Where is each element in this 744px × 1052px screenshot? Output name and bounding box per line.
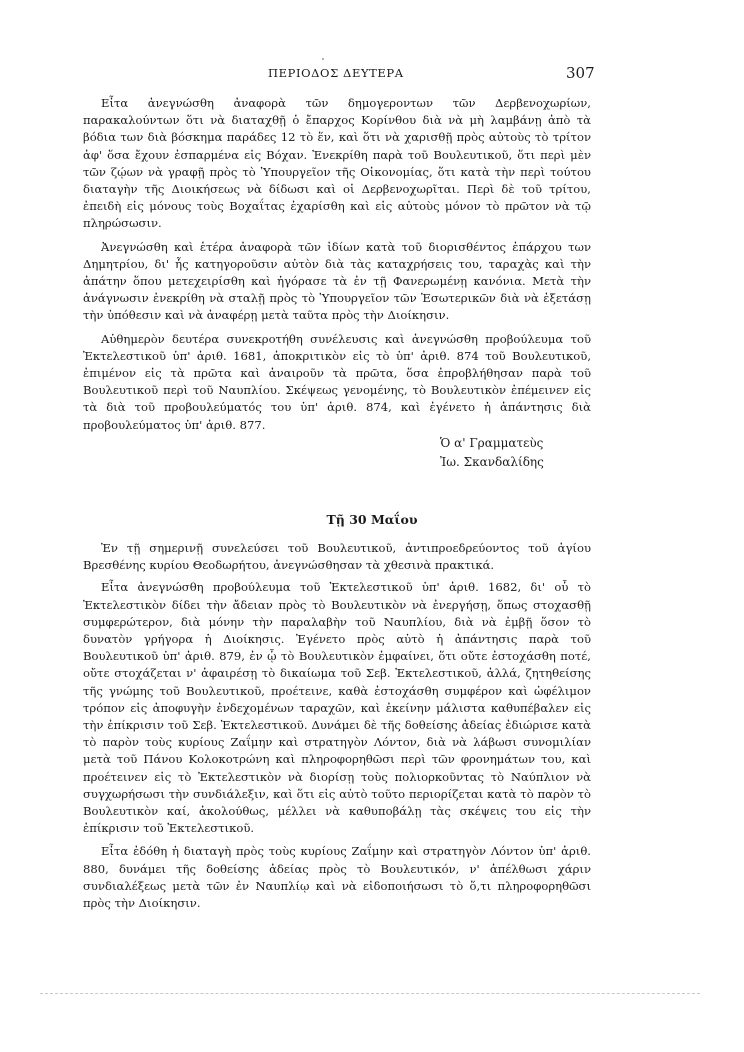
scan-speck: [322, 58, 324, 60]
running-title: ΠΕΡΙΟΔΟΣ ΔΕΥΤΕΡΑ: [268, 66, 404, 80]
paragraph: Εἶτα ἐδόθη ἡ διαταγὴ πρὸς τοὺς κυρίους Ζαΐμην καὶ στρατηγὸν Λόντον ὑπ' ἀριθ. 880, δυνάμει τῆς δοθείσης ἀδείας πρὸς τὸ Βουλευτικόν, ν' ἀπέλθωσι χάριν συνδιαλέξεως μετὰ τῶν ἐν Ναυπλίῳ καὶ νὰ εἰδοποιήσωσι τὸ ὅ,τι πληροφορηθῶσι πρὸς τὴν Διοίκησιν.: [83, 844, 591, 911]
page-header: [0, 64, 744, 84]
paragraph: Αὐθημερὸν δευτέρα συνεκροτήθη συνέλευσις καὶ ἀνεγνώσθη προβούλευμα τοῦ Ἐκτελεστικοῦ ὑπ' ἀριθ. 1681, ἀποκριτικὸν εἰς τὸ ὑπ' ἀριθ. 874 τοῦ Βουλευτικοῦ, ἐπιμένον εἰς τὰ πρῶτα καὶ ἀναιροῦν τὰ πρῶτα, ὅσα ἐπροβλήθησαν παρὰ τοῦ Βουλευτικοῦ περὶ τοῦ Ναυπλίου. Σκέψεως γενομένης, τὸ Βουλευτικὸν ἐπέμεινεν εἰς τὰ διὰ τοῦ προβουλεύματός του ὑπ' ἀριθ. 874, καὶ ἐγένετο ἡ ἀπάντησις διὰ προβουλεύματος ὑπ' ἀριθ. 877.: [83, 331, 591, 432]
paragraph: Εἶτα ἀνεγνώσθη ἀναφορὰ τῶν δημογεροντων τῶν Δερβενοχωρίων, παρακαλούντων ὅτι νὰ διαταχθῇ ὁ ἔπαρχος Κορίνθου διὰ νὰ μὴ λαμβάνῃ ἀπὸ τὰ βόδια των διὰ βόσκημα παράδες 12 τὸ ἕν, καὶ ὅτι νὰ χαρισθῇ πρὸς αὐτοὺς τὸ τρίτον ἀφ' ὅσα ἔχουν ἐσπαρμένα εἰς Βόχαν. Ἐνεκρίθη παρὰ τοῦ Βουλευτικοῦ, ὅτι περὶ μὲν τῶν ζῴων νὰ γραφῇ πρὸς τὸ Ὑπουργεῖον τῆς Οἰκονομίας, ὅτι κατὰ τὴν περὶ τούτου διαταγὴν τῆς Διοικήσεως νὰ δίδωσι καὶ οἱ Δερβενοχωρῖται. Περὶ δὲ τοῦ τρίτου, ἐπειδὴ εἰς μόνους τοὺς Βοχαΐτας ἐχαρίσθη καὶ εἰς αὐτοὺς μόνον τὸ πρῶτον νὰ τῷ πληρώσωσιν.: [83, 96, 591, 231]
page-number: 307: [566, 64, 595, 82]
signature-name: Ἰω. Σκανδαλίδης: [440, 455, 544, 469]
scan-edge-rule: [40, 993, 700, 994]
paragraph: Ἐν τῇ σημερινῇ συνελεύσει τοῦ Βουλευτικοῦ, ἀντιπροεδρεύοντος τοῦ ἁγίου Βρεσθένης κυρίου Θεοδωρήτου, ἀνεγνώσθησαν τὰ χθεσινὰ πρακτικά.: [83, 541, 591, 573]
signature-block: [440, 434, 544, 472]
paragraph: Εἶτα ἀνεγνώσθη προβούλευμα τοῦ Ἐκτελεστικοῦ ὑπ' ἀριθ. 1682, δι' οὗ τὸ Ἐκτελεστικὸν δίδει τὴν ἄδειαν πρὸς τὸ Βουλευτικὸν νὰ ἐνεργήσῃ, ὅπως στοχασθῇ συμφερώτερον, διὰ μόνην τὴν παραλαβὴν τοῦ Ναυπλίου, διὰ νὰ ἐμβῇ ὅσον τὸ δυνατὸν γρήγορα ἡ Διοίκησις. Ἐγένετο πρὸς αὐτὸ ἡ ἀπάντησις παρὰ τοῦ Βουλευτικοῦ ὑπ' ἀριθ. 879, ἐν ᾧ τὸ Βουλευτικὸν ἐμφαίνει, ὅτι οὔτε ἐστοχάσθη ποτέ, οὔτε στοχάζεται ν' ἀφαιρέσῃ τὸ δικαίωμα τοῦ Σεβ. Ἐκτελεστικοῦ, ἀλλά, ζητηθείσης τῆς γνώμης τοῦ Βουλευτικοῦ, προέτεινε, καθὰ ἐστοχάσθη συμφέρον καὶ ὠφέλιμον τρόπον εἰς ἀποφυγὴν ἐνδεχομένων ταραχῶν, καὶ ἐκείνην μάλιστα καθυπέβαλεν εἰς τὴν ἐπίκρισιν τοῦ Σεβ. Ἐκτελεστικοῦ. Δυνάμει δὲ τῆς δοθείσης ἀδείας ἐδιώρισε κατὰ τὸ παρὸν τοὺς κυρίους Ζαΐμην καὶ στρατηγὸν Λόντον, διὰ νὰ λάβωσι συνομιλίαν μετὰ τοῦ Πάνου Κολοκοτρώνη καὶ πληροφορηθῶσι περὶ τῶν φρονημάτων του, καὶ προέτεινεν εἰς τὸ Ἐκτελεστικὸν νὰ διορίσῃ τοὺς πολιορκοῦντας τὸ Ναύπλιον νὰ συγχωρήσωσι τὴν συνδιάλεξιν, καὶ ὅτι εἰς αὐτὸ τοῦτο περιορίζεται κατὰ τὸ παρὸν τὸ Βουλευτικὸν καί, ἀκολούθως, μέλλει νὰ καθυποβάλῃ τὰς σκέψεις του εἰς τὴν ἐπίκρισιν τοῦ Ἐκτελεστικοῦ.: [83, 580, 591, 836]
paragraph: Ἀνεγνώσθη καὶ ἑτέρα ἀναφορὰ τῶν ἰδίων κατὰ τοῦ διορισθέντος ἐπάρχου των Δημητρίου, δι' ἧς κατηγοροῦσιν αὐτὸν διὰ τὰς καταχρήσεις του, ταραχὰς καὶ τὴν ἀπάτην ὅπου μετεχειρίσθη καὶ ἠγόρασε τὰ ἐν τῇ Φανερωμένῃ κανόνια. Μετὰ τὴν ἀνάγνωσιν ἐνεκρίθη νὰ σταλῇ πρὸς τὸ Ὑπουργεῖον τῶν Ἐσωτερικῶν διὰ νὰ ἐξετάσῃ τὴν ὑπόθεσιν καὶ νὰ ἀναφέρῃ μετὰ ταῦτα πρὸς τὴν Διοίκησιν.: [83, 239, 591, 323]
date-heading: Τῇ 30 Μαΐου: [326, 512, 418, 527]
section-one-body: [83, 95, 591, 434]
section-two-body: [83, 540, 591, 912]
signature-title: Ὁ α' Γραμματεὺς: [440, 436, 544, 450]
